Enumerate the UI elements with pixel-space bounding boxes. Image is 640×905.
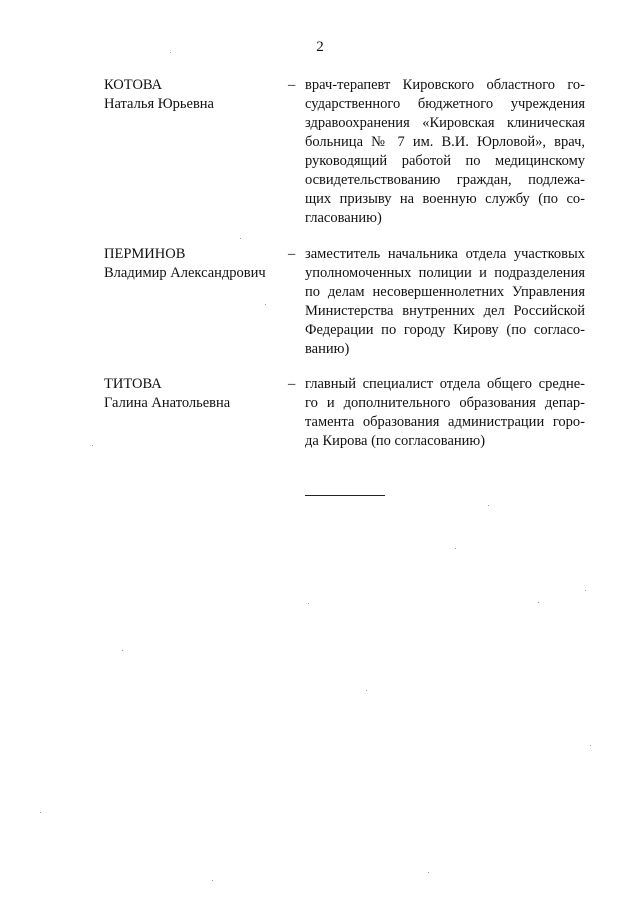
member-given-names: Владимир Александрович [104,265,266,281]
scan-speck [40,812,41,813]
entry-dash: – [288,376,296,392]
member-position [305,375,585,451]
position-line: сударственного бюджетного учреждения [305,96,585,112]
scan-speck [265,304,266,305]
member-surname: ТИТОВА [104,376,162,392]
member-name [104,245,284,283]
member-given-names: Наталья Юрьевна [104,96,214,112]
scan-speck [92,445,93,446]
position-line: Федерации по городу Кирову (по согласо- [305,322,585,338]
scan-speck [590,745,591,746]
member-given-names: Галина Анатольевна [104,395,231,411]
position-line: больница № 7 им. В.И. Юрловой», врач, [305,134,585,150]
page-number: 2 [316,39,324,55]
scan-speck [122,650,123,651]
member-position [305,76,585,228]
position-line: го и дополнительного образования депар- [305,395,585,411]
member-position [305,245,585,359]
position-line: главный специалист отдела общего средне- [305,376,585,392]
scan-speck [455,548,456,549]
scan-speck [428,872,429,873]
position-line: да Кирова (по согласованию) [305,433,486,449]
scan-speck [170,52,171,53]
position-line: щих призыву на военную службу (по со- [305,191,585,207]
scan-speck [366,690,367,691]
position-line: по делам несовершеннолетних Управления [305,284,585,300]
scan-speck [212,880,213,881]
position-line: Министерства внутренних дел Российской [305,303,585,319]
position-line: гласованию) [305,210,382,226]
scan-speck [488,505,489,506]
position-line: здравоохранения «Кировская клиническая [305,115,585,131]
position-line: ванию) [305,341,350,357]
member-surname: ПЕРМИНОВ [104,246,186,262]
position-line: уполномоченных полиции и подразделения [305,265,585,281]
position-line: освидетельствованию граждан, подлежа- [305,172,585,188]
member-name [104,375,284,413]
scan-speck [240,238,241,239]
scan-speck [585,590,586,591]
position-line: врач-терапевт Кировского областного го- [305,77,585,93]
member-name [104,76,284,114]
scan-speck [308,603,309,604]
end-separator-line [305,495,385,496]
position-line: тамента образования администрации горо- [305,414,585,430]
entry-dash: – [288,77,296,93]
entry-dash: – [288,246,296,262]
member-surname: КОТОВА [104,77,163,93]
scan-speck [538,602,539,603]
position-line: руководящий работой по медицинскому [305,153,585,169]
position-line: заместитель начальника отдела участковых [305,246,585,262]
